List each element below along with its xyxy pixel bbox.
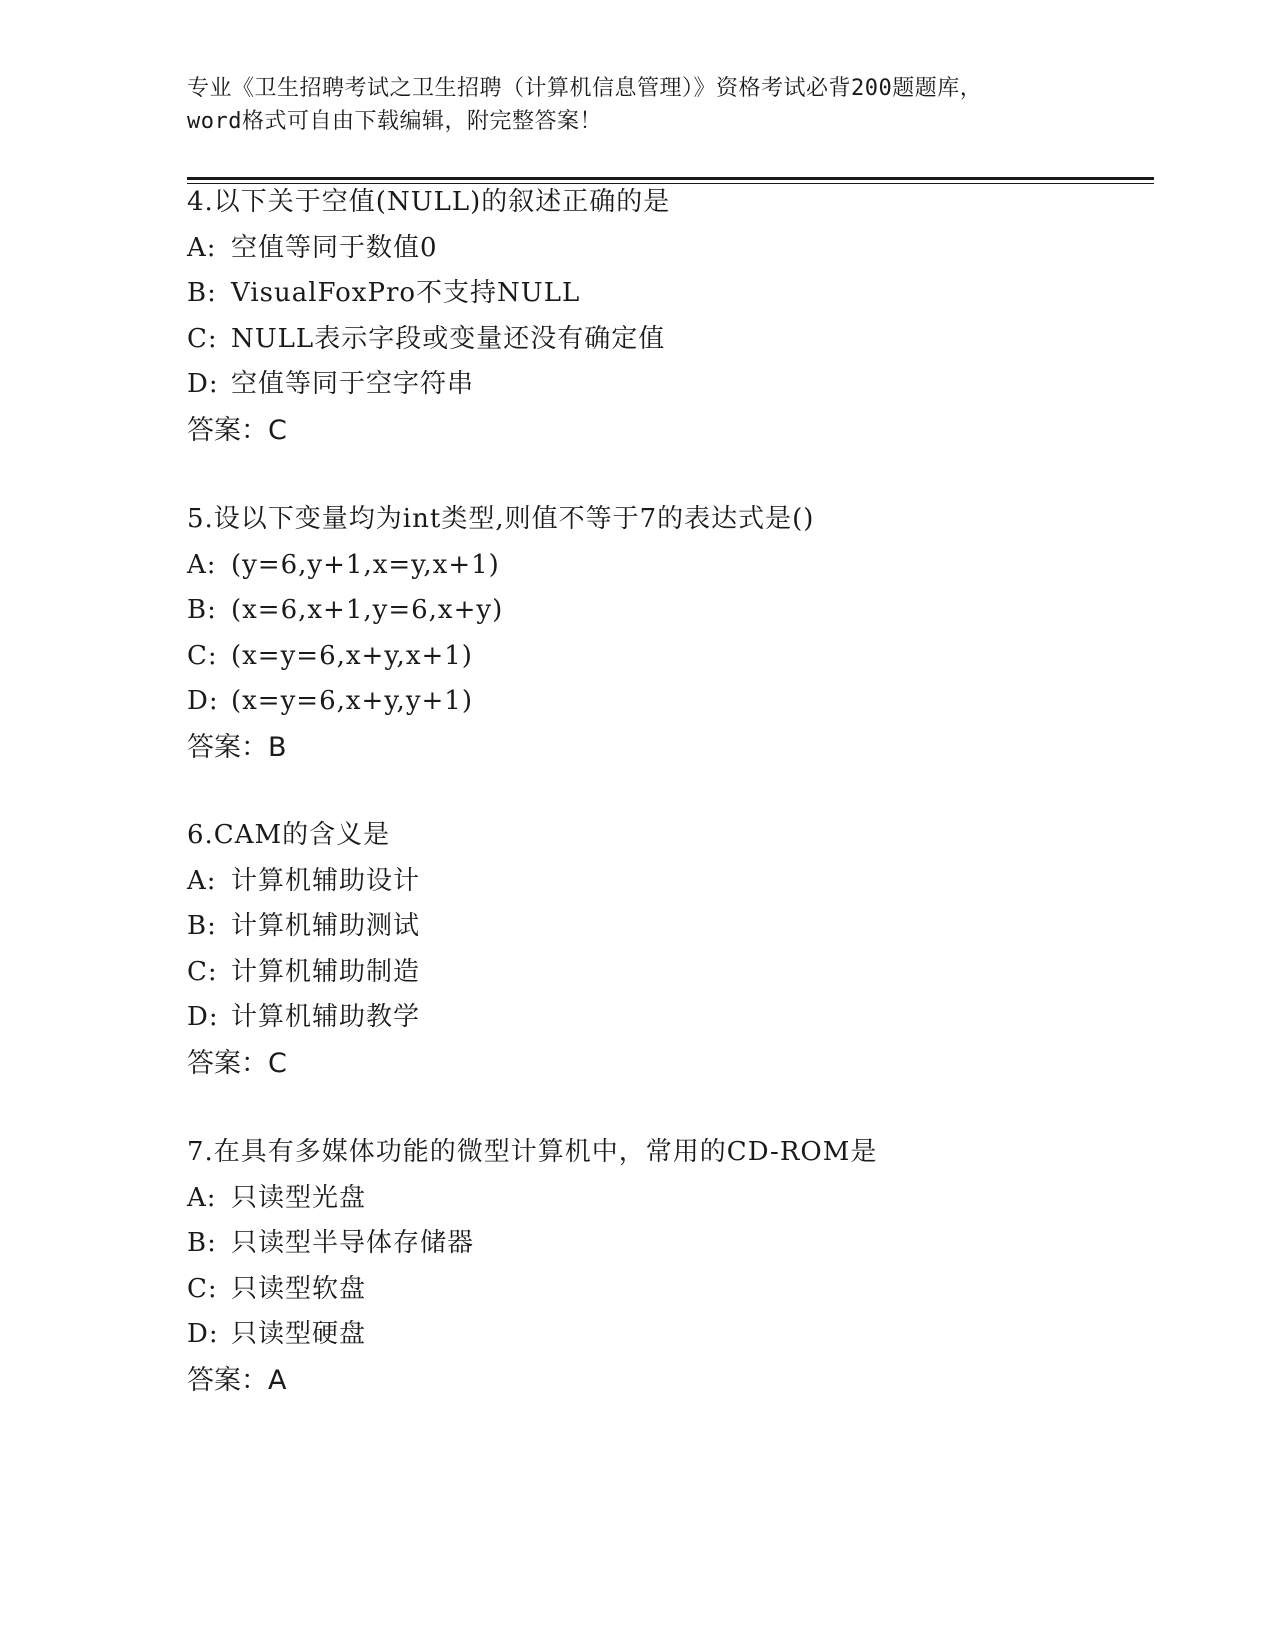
option-a (187, 543, 1147, 589)
option-text: (x=y=6,x+y,x+1) (231, 640, 473, 671)
option-text: 空值等同于空字符串 (231, 369, 475, 399)
option-text: 计算机辅助制造 (231, 956, 421, 987)
answer-line: 答案：A (187, 1364, 287, 1396)
option-c (187, 317, 1147, 363)
option-text: (y=6,y+1,x=y,x+1) (231, 549, 500, 580)
option-text: 空值等同于数值0 (231, 232, 438, 263)
option-b (187, 904, 1147, 950)
option-text: 计算机辅助设计 (231, 865, 421, 896)
option-letter: B: (187, 595, 217, 625)
option-text: NULL表示字段或变量还没有确定值 (231, 323, 666, 354)
option-letter: A: (187, 232, 217, 263)
question-block (187, 180, 1147, 453)
option-letter: B: (187, 278, 217, 308)
option-a (187, 226, 1147, 272)
option-b (187, 271, 1147, 317)
option-d (187, 1312, 1147, 1358)
option-d (187, 995, 1147, 1041)
option-letter: A: (187, 549, 217, 580)
option-letter: B: (187, 911, 217, 941)
option-letter: D: (187, 1002, 219, 1032)
option-c (187, 634, 1147, 680)
answer-line: 答案：C (187, 414, 287, 446)
option-text: 只读型硬盘 (231, 1319, 367, 1349)
option-a (187, 1176, 1147, 1222)
header-line-1: 专业《卫生招聘考试之卫生招聘（计算机信息管理）》资格考试必背200题题库， (187, 76, 983, 101)
option-d (187, 362, 1147, 408)
option-c (187, 950, 1147, 996)
option-b (187, 1221, 1147, 1267)
option-text: VisualFoxPro不支持NULL (231, 278, 581, 308)
option-text: 只读型软盘 (231, 1273, 367, 1304)
header-line-2: word格式可自由下载编辑，附完整答案！ (187, 109, 602, 134)
option-letter: D: (187, 1319, 219, 1349)
option-letter: C: (187, 956, 218, 987)
answer-line: 答案：C (187, 1047, 287, 1079)
option-text: 只读型光盘 (231, 1182, 367, 1213)
option-letter: A: (187, 1182, 217, 1213)
option-letter: A: (187, 865, 217, 896)
option-text: 只读型半导体存储器 (231, 1228, 475, 1258)
option-letter: D: (187, 369, 219, 399)
option-letter: C: (187, 323, 218, 354)
option-text: (x=6,x+1,y=6,x+y) (231, 595, 504, 625)
option-text: 计算机辅助教学 (231, 1002, 421, 1032)
question-block (187, 497, 1147, 770)
question-stem: 7.在具有多媒体功能的微型计算机中，常用的CD-ROM是 (187, 1137, 878, 1167)
option-d (187, 679, 1147, 725)
option-a (187, 859, 1147, 905)
question-stem: 4.以下关于空值(NULL)的叙述正确的是 (187, 187, 671, 217)
option-letter: B: (187, 1228, 217, 1258)
option-letter: C: (187, 1273, 218, 1304)
option-letter: D: (187, 686, 219, 716)
question-block (187, 1130, 1147, 1403)
question-block (187, 813, 1147, 1086)
question-stem: 6.CAM的含义是 (187, 820, 391, 850)
option-c (187, 1267, 1147, 1313)
option-text: (x=y=6,x+y,y+1) (231, 686, 473, 716)
option-text: 计算机辅助测试 (231, 911, 421, 941)
option-letter: C: (187, 640, 218, 671)
question-stem: 5.设以下变量均为int类型,则值不等于7的表达式是() (187, 504, 815, 534)
answer-line: 答案：B (187, 731, 287, 763)
document-header (187, 72, 1147, 138)
option-b (187, 588, 1147, 634)
